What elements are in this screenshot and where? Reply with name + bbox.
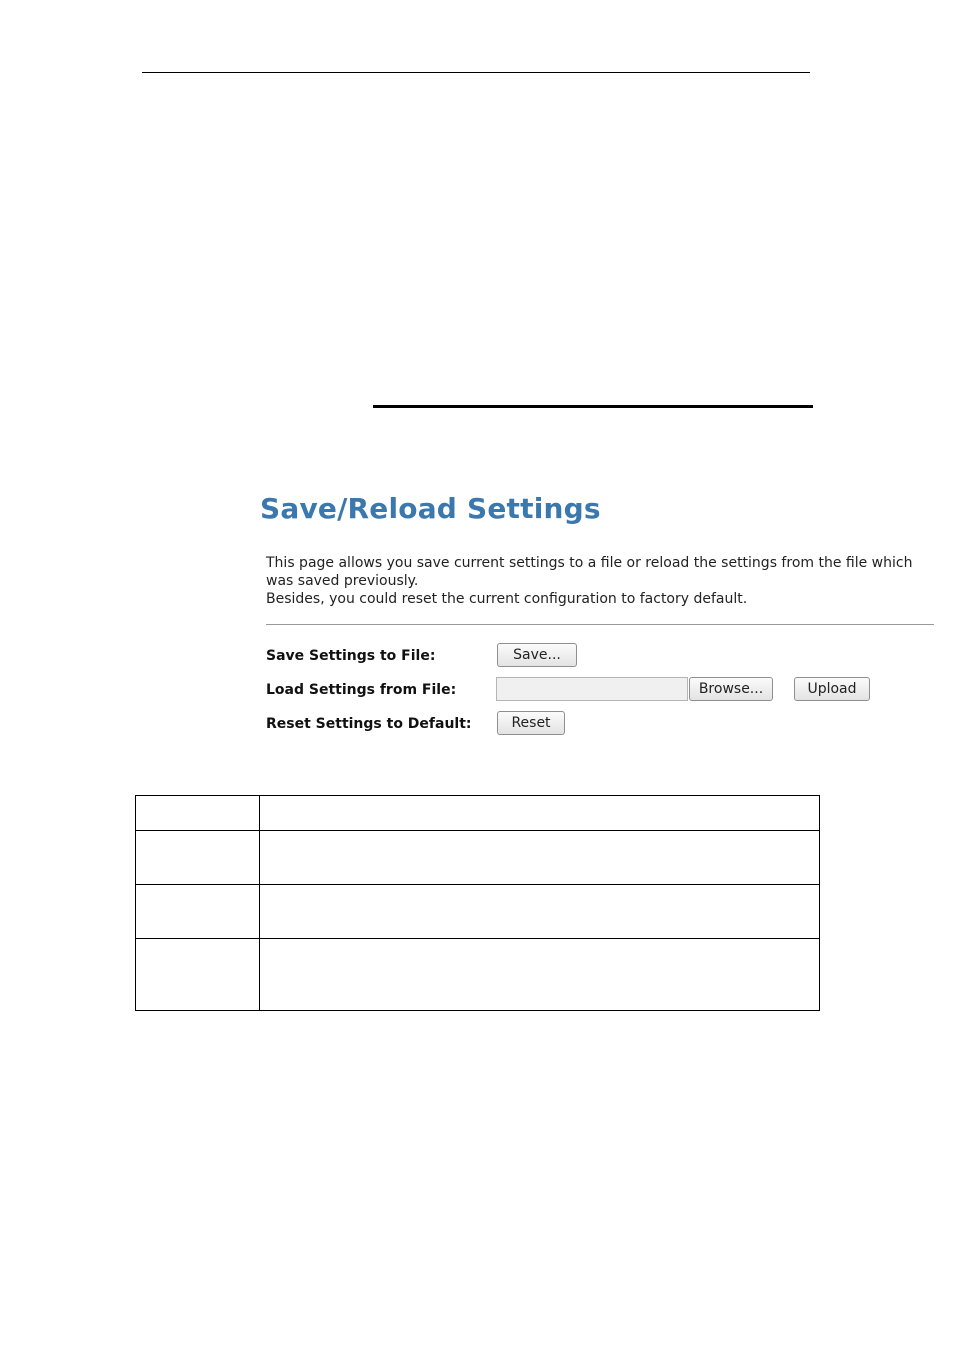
save-settings-row [266, 643, 934, 669]
page-title: Save/Reload Settings [260, 492, 601, 525]
load-settings-label: Load Settings from File: [266, 682, 457, 698]
file-path-field[interactable] [496, 677, 688, 701]
reset-button[interactable]: Reset [497, 711, 565, 735]
table-cell-description [260, 796, 820, 831]
panel-divider [266, 624, 934, 625]
table-row [136, 939, 820, 1011]
table-cell-field [136, 939, 260, 1011]
reset-settings-row [266, 711, 934, 737]
reset-settings-label: Reset Settings to Default: [266, 716, 472, 732]
save-button[interactable]: Save... [497, 643, 577, 667]
intro-line-1: This page allows you save current settings to a file or reload the settings from the file which was saved previously. [266, 555, 913, 589]
upload-button[interactable]: Upload [794, 677, 870, 701]
description-table [135, 795, 820, 1011]
intro-text [266, 554, 934, 608]
table-cell-field [136, 831, 260, 885]
table-cell-field [136, 885, 260, 939]
table-cell-description [260, 885, 820, 939]
table-cell-description [260, 831, 820, 885]
browse-button[interactable]: Browse... [689, 677, 773, 701]
save-reload-settings-panel [258, 490, 934, 750]
save-settings-label: Save Settings to File: [266, 648, 436, 664]
intro-line-2: Besides, you could reset the current configuration to factory default. [266, 591, 748, 607]
table-row [136, 831, 820, 885]
load-settings-row [266, 677, 934, 703]
table-row [136, 885, 820, 939]
table-cell-description [260, 939, 820, 1011]
table-cell-field [136, 796, 260, 831]
header-rule [142, 72, 810, 73]
section-rule [373, 405, 813, 408]
table-row [136, 796, 820, 831]
